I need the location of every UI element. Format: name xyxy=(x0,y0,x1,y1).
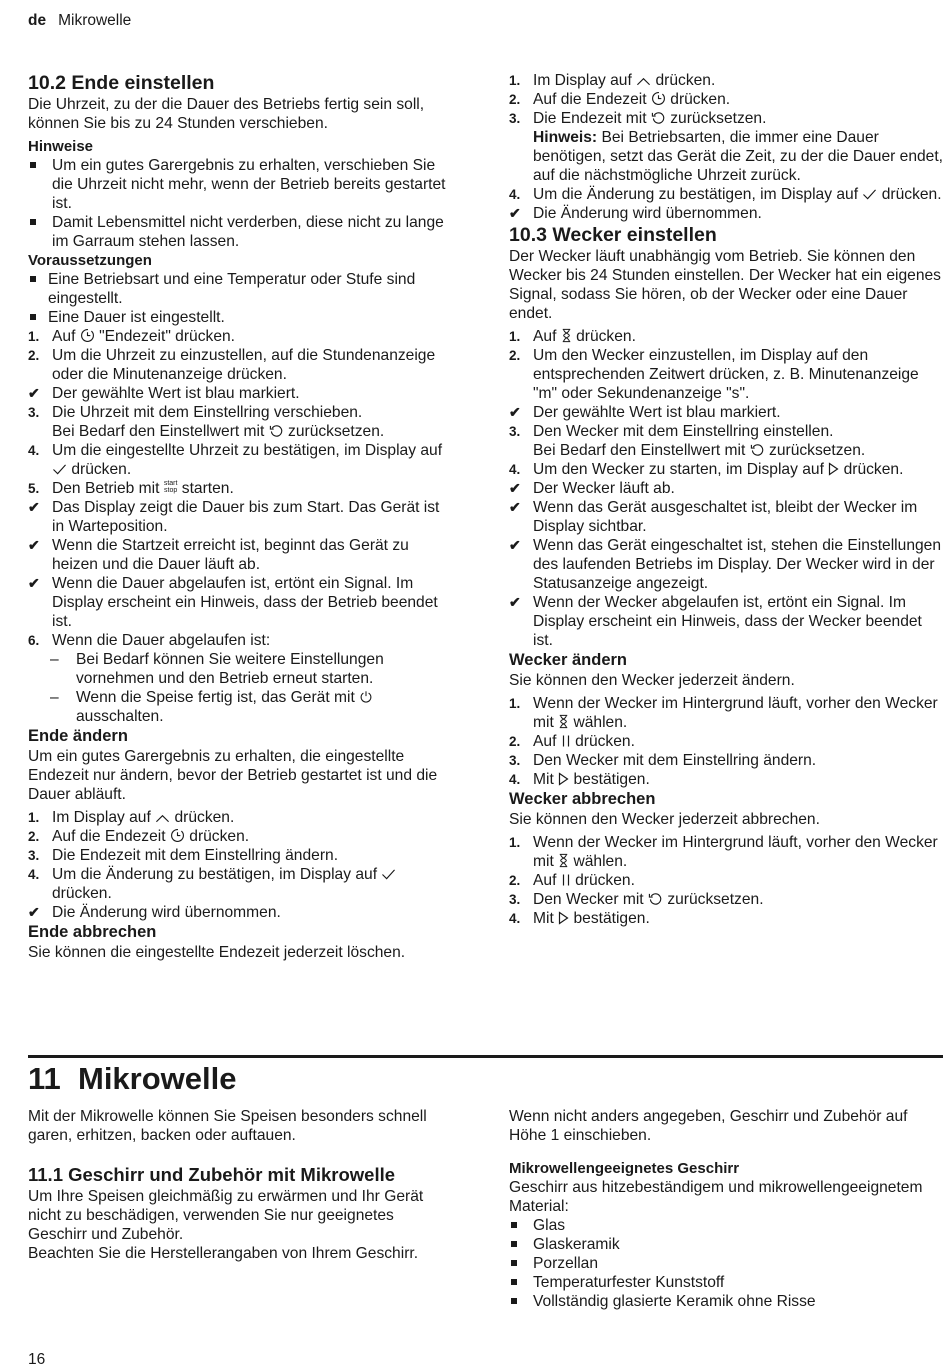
step-text: drücken. xyxy=(174,809,235,826)
step-number: 4. xyxy=(509,911,521,926)
list-item: Temperaturfester Kunststoff xyxy=(509,1273,943,1292)
page-header xyxy=(28,12,131,30)
step-text: drücken. xyxy=(670,91,731,108)
step-number: 3. xyxy=(28,405,40,420)
section-11-1-p1: Um Ihre Speisen gleichmäßig zu erwärmen und Ihr Gerät nicht zu beschädigen, verwenden Sie nur geeignetes Geschirr und Zubehör. xyxy=(28,1188,424,1243)
step-number: 2. xyxy=(509,92,521,107)
ende-abbrechen-steps xyxy=(509,71,943,128)
result-item xyxy=(28,384,453,403)
check-icon: ✔ xyxy=(28,499,40,515)
wecker-abbrechen-steps xyxy=(509,833,943,928)
start-label: start xyxy=(163,480,178,487)
hinweis-label: Hinweis: xyxy=(533,129,598,146)
ende-aendern-title: Ende ändern xyxy=(28,727,128,745)
result-item xyxy=(509,593,943,650)
clock-icon xyxy=(651,91,666,106)
step-item xyxy=(509,346,943,403)
step-text: "Endezeit" drücken. xyxy=(99,328,235,345)
step-item xyxy=(509,422,943,460)
step-text: Um den Wecker zu starten, im Display auf xyxy=(533,461,824,478)
step-text: Auf die Endezeit xyxy=(52,828,166,845)
step-text: Mit xyxy=(533,910,554,927)
chevron-up-icon xyxy=(155,813,170,824)
steps-10-3 xyxy=(509,327,943,403)
step-number: 1. xyxy=(28,329,40,344)
result-text: Wenn das Gerät eingeschaltet ist, stehen die Einstellungen des laufenden Betriebs im Display. Der Wecker wird in der Statusanzeige angezeigt. xyxy=(533,537,942,592)
step-text: drücken. xyxy=(575,733,635,750)
play-icon xyxy=(558,911,569,925)
step-text: wählen. xyxy=(573,714,628,731)
result-list xyxy=(509,403,943,422)
step-text: zurücksetzen. xyxy=(670,110,767,127)
result-list xyxy=(28,384,453,403)
list-item: Glaskeramik xyxy=(509,1235,943,1254)
step-item xyxy=(509,90,943,109)
pause-icon xyxy=(561,734,571,748)
check-icon: ✔ xyxy=(509,499,521,515)
step-text: drücken. xyxy=(655,72,716,89)
ende-aendern-intro: Um ein gutes Garergebnis zu erhalten, die eingestellte Endezeit nur ändern, bevor der Betrieb gestartet ist und die Dauer abläuft. xyxy=(28,748,438,803)
result-text: Die Änderung wird übernommen. xyxy=(533,205,762,222)
section-11-1-p2: Beachten Sie die Herstellerangaben von Ihrem Geschirr. xyxy=(28,1245,419,1262)
stop-label: stop xyxy=(164,487,178,494)
header-lang: de xyxy=(28,12,47,29)
step-text: Den Betrieb mit xyxy=(52,480,160,497)
clock-icon xyxy=(80,328,95,343)
result-item xyxy=(28,574,453,631)
step-number: 2. xyxy=(509,348,521,363)
section-10-3-intro: Der Wecker läuft unabhängig vom Betrieb. Sie können den Wecker bis 24 Stunden einstellen. Der Wecker hat ein eigenes Signal, sodass Sie hören, ob der Wecker oder eine Dauer endet. xyxy=(509,248,941,322)
list-item: Porzellan xyxy=(509,1254,943,1273)
result-list xyxy=(509,479,943,650)
step-item xyxy=(28,808,453,827)
step-text: Die Endezeit mit dem Einstellring ändern. xyxy=(52,847,339,864)
step-text: starten. xyxy=(181,480,234,497)
step-item xyxy=(509,460,943,479)
step-text: Um die eingestellte Uhrzeit zu bestätigen, im Display auf xyxy=(52,442,443,459)
result-text: Das Display zeigt die Dauer bis zum Start. Das Gerät ist in Warteposition. xyxy=(52,499,440,535)
step-text: Auf die Endezeit xyxy=(533,91,647,108)
chapter-11-left xyxy=(28,1107,453,1263)
step-item xyxy=(509,185,943,204)
step-item xyxy=(509,833,943,871)
dash-marker: – xyxy=(50,651,59,668)
step-text: Wenn der Wecker im Hintergrund läuft, vorher den Wecker mit xyxy=(533,834,938,870)
step-text: Um den Wecker einzustellen, im Display auf den entsprechenden Zeitwert drücken, z. B. Minutenanzeige "m" oder Sekundenanzeige "s". xyxy=(533,347,919,402)
step-number: 1. xyxy=(509,73,521,88)
step-item xyxy=(28,827,453,846)
step-item xyxy=(28,441,453,479)
left-column xyxy=(28,71,453,962)
check-icon: ✔ xyxy=(28,575,40,591)
step-item xyxy=(28,865,453,903)
check-icon: ✔ xyxy=(509,404,521,420)
result-item xyxy=(509,536,943,593)
step-number: 6. xyxy=(28,633,40,648)
chapter-divider xyxy=(28,1055,943,1058)
section-10-2-intro: Die Uhrzeit, zu der die Dauer des Betriebs fertig sein soll, können Sie bis zu 24 Stunden verschieben. xyxy=(28,96,425,132)
steps-cont xyxy=(509,185,943,204)
step-number: 4. xyxy=(28,867,40,882)
check-icon: ✔ xyxy=(28,904,40,920)
voraussetzungen-list xyxy=(28,270,453,327)
result-list xyxy=(28,903,453,922)
list-item: Vollständig glasierte Keramik ohne Risse xyxy=(509,1292,943,1311)
result-list xyxy=(509,204,943,223)
step-number: 1. xyxy=(509,329,521,344)
step-text: Um die Änderung zu bestätigen, im Display auf xyxy=(533,186,859,203)
step-text: Im Display auf xyxy=(52,809,151,826)
steps-10-2b xyxy=(28,403,453,498)
ende-abbrechen-title: Ende abbrechen xyxy=(28,923,157,941)
section-11-1-title: 11.1 Geschirr und Zubehör mit Mikrowelle xyxy=(28,1164,396,1185)
step-item xyxy=(509,890,943,909)
voraussetzungen-label: Voraussetzungen xyxy=(28,252,152,269)
reset-arrow-icon xyxy=(648,891,663,906)
step-item xyxy=(28,479,453,498)
step-number: 1. xyxy=(509,835,521,850)
section-10-3-title: 10.3 Wecker einstellen xyxy=(509,224,717,246)
wecker-abbrechen-title: Wecker abbrechen xyxy=(509,790,656,808)
dash-list xyxy=(28,650,453,726)
step-text: bestätigen. xyxy=(573,771,650,788)
check-icon: ✔ xyxy=(509,205,521,221)
materials-list xyxy=(509,1216,943,1311)
header-title: Mikrowelle xyxy=(58,12,132,29)
step-number: 4. xyxy=(509,462,521,477)
result-item xyxy=(509,204,943,223)
list-item: Eine Dauer ist eingestellt. xyxy=(28,308,453,327)
section-10-2-title: 10.2 Ende einstellen xyxy=(28,72,215,94)
step-text: Den Wecker mit xyxy=(533,891,644,908)
hinweise-list xyxy=(28,156,453,251)
hourglass-icon xyxy=(558,853,569,868)
step-number: 3. xyxy=(28,848,40,863)
step-text: Um die Änderung zu bestätigen, im Display auf xyxy=(52,866,378,883)
check-icon: ✔ xyxy=(509,480,521,496)
page-number: 16 xyxy=(28,1351,46,1368)
chevron-up-icon xyxy=(636,76,651,87)
result-item xyxy=(509,479,943,498)
step-number: 1. xyxy=(28,810,40,825)
list-item: Damit Lebensmittel nicht verderben, diese nicht zu lange im Garraum stehen lassen. xyxy=(28,213,453,251)
steps-10-3b xyxy=(509,422,943,479)
step-text: Im Display auf xyxy=(533,72,632,89)
right-column xyxy=(509,71,943,928)
step-text: Die Uhrzeit mit dem Einstellring verschieben. xyxy=(52,404,363,421)
step-text: zurücksetzen. xyxy=(769,442,866,459)
step-number: 5. xyxy=(28,481,40,496)
step-item xyxy=(28,327,453,346)
result-item xyxy=(509,403,943,422)
play-icon xyxy=(558,772,569,786)
result-text: Die Änderung wird übernommen. xyxy=(52,904,281,921)
step-text: drücken. xyxy=(881,186,942,203)
dash-marker: – xyxy=(50,689,59,706)
step-text: Die Endezeit mit xyxy=(533,110,647,127)
list-item: Glas xyxy=(509,1216,943,1235)
checkmark-icon xyxy=(52,463,67,476)
step-text: zurücksetzen. xyxy=(288,423,385,440)
result-item xyxy=(28,903,453,922)
reset-arrow-icon xyxy=(651,110,666,125)
step-item xyxy=(28,631,453,650)
start-stop-icon xyxy=(164,480,178,494)
step-text: drücken. xyxy=(189,828,250,845)
step-number: 1. xyxy=(509,696,521,711)
step-text: Mit xyxy=(533,771,554,788)
list-item: Eine Betriebsart und eine Temperatur oder Stufe sind eingestellt. xyxy=(28,270,453,308)
step-text: Auf xyxy=(533,872,557,889)
step-text: Um die Uhrzeit zu einzustellen, auf die Stundenanzeige oder die Minutenanzeige drücken. xyxy=(52,347,436,383)
step-text: drücken. xyxy=(576,328,636,345)
step-item xyxy=(509,71,943,90)
check-icon: ✔ xyxy=(28,537,40,553)
hinweis-note xyxy=(509,128,943,185)
step-text: Wenn die Dauer abgelaufen ist: xyxy=(52,632,271,649)
steps-10-2c xyxy=(28,631,453,650)
check-icon: ✔ xyxy=(509,594,521,610)
step-text: drücken. xyxy=(71,461,132,478)
ende-aendern-steps xyxy=(28,808,453,903)
result-text: Der gewählte Wert ist blau markiert. xyxy=(52,385,300,402)
chapter-11-right xyxy=(509,1107,943,1311)
step-number: 2. xyxy=(28,829,40,844)
result-text: Wenn das Gerät ausgeschaltet ist, bleibt der Wecker im Display sichtbar. xyxy=(533,499,918,535)
checkmark-icon xyxy=(862,188,877,201)
step-item xyxy=(509,871,943,890)
step-text: Bei Bedarf den Einstellwert mit xyxy=(52,423,265,440)
play-icon xyxy=(828,462,839,476)
step-number: 2. xyxy=(509,873,521,888)
step-item xyxy=(509,751,943,770)
wecker-abbrechen-intro: Sie können den Wecker jederzeit abbrechen. xyxy=(509,811,820,828)
result-text: Der Wecker läuft ab. xyxy=(533,480,675,497)
wecker-aendern-title: Wecker ändern xyxy=(509,651,627,669)
step-item xyxy=(509,770,943,789)
step-text: drücken. xyxy=(843,461,904,478)
step-text: Auf xyxy=(52,328,76,345)
step-number: 2. xyxy=(28,348,40,363)
result-text: Wenn die Startzeit erreicht ist, beginnt das Gerät zu heizen und die Dauer läuft ab. xyxy=(52,537,409,573)
chapter-11-title: 11 Mikrowelle xyxy=(28,1061,237,1096)
ende-abbrechen-intro: Sie können die eingestellte Endezeit jederzeit löschen. xyxy=(28,944,406,961)
hourglass-icon xyxy=(561,328,572,343)
step-text: Den Wecker mit dem Einstellring einstellen. xyxy=(533,423,834,440)
result-text: Der gewählte Wert ist blau markiert. xyxy=(533,404,781,421)
step-item xyxy=(509,109,943,128)
step-text: Den Wecker mit dem Einstellring ändern. xyxy=(533,752,817,769)
result-text: Wenn die Dauer abgelaufen ist, ertönt ein Signal. Im Display erscheint ein Hinweis, dass der Betrieb beendet ist. xyxy=(52,575,438,630)
step-number: 4. xyxy=(28,443,40,458)
wecker-aendern-steps xyxy=(509,694,943,789)
pause-icon xyxy=(561,873,571,887)
step-text: Wenn der Wecker im Hintergrund läuft, vorher den Wecker mit xyxy=(533,695,938,731)
result-item xyxy=(28,536,453,574)
hourglass-icon xyxy=(558,714,569,729)
dash-text: Bei Bedarf können Sie weitere Einstellungen vornehmen und den Betrieb erneut starten. xyxy=(76,651,384,687)
step-text: zurücksetzen. xyxy=(667,891,764,908)
step-text: wählen. xyxy=(573,853,628,870)
geschirr-intro: Geschirr aus hitzebeständigem und mikrowellengeeignetem Material: xyxy=(509,1179,923,1215)
step-text: drücken. xyxy=(52,885,112,902)
result-text: Wenn der Wecker abgelaufen ist, ertönt ein Signal. Im Display erscheint ein Hinweis, dass der Wecker beendet ist. xyxy=(533,594,922,649)
step-number: 4. xyxy=(509,772,521,787)
check-icon: ✔ xyxy=(509,537,521,553)
power-icon xyxy=(359,690,373,704)
list-item: Um ein gutes Garergebnis zu erhalten, verschieben Sie die Uhrzeit nicht mehr, wenn der Betrieb bereits gestartet ist. xyxy=(28,156,453,213)
step-number: 3. xyxy=(509,424,521,439)
step-number: 3. xyxy=(509,111,521,126)
geschirr-label: Mikrowellengeeignetes Geschirr xyxy=(509,1160,740,1177)
clock-icon xyxy=(170,828,185,843)
step-item xyxy=(509,694,943,732)
dash-item xyxy=(28,650,453,688)
hinweis-text: Bei Betriebsarten, die immer eine Dauer benötigen, setzt das Gerät die Zeit, zu der die Dauer endet, auf die nächstmögliche Uhrzeit zurück. xyxy=(533,129,944,184)
step-text: drücken. xyxy=(575,872,635,889)
hinweise-label: Hinweise xyxy=(28,138,94,155)
reset-arrow-icon xyxy=(269,423,284,438)
reset-arrow-icon xyxy=(750,442,765,457)
step-item xyxy=(509,327,943,346)
step-text: Auf xyxy=(533,328,557,345)
chapter-11-intro: Mit der Mikrowelle können Sie Speisen besonders schnell garen, erhitzen, backen oder auftauen. xyxy=(28,1108,427,1144)
step-text: Auf xyxy=(533,733,557,750)
result-list xyxy=(28,498,453,631)
check-icon: ✔ xyxy=(28,385,40,401)
result-item xyxy=(28,498,453,536)
step-item xyxy=(28,346,453,384)
step-number: 3. xyxy=(509,892,521,907)
step-item xyxy=(509,732,943,751)
dash-text: Wenn die Speise fertig ist, das Gerät mit xyxy=(76,689,355,706)
step-number: 2. xyxy=(509,734,521,749)
dash-item xyxy=(28,688,453,726)
step-item xyxy=(28,403,453,441)
hoehe-note: Wenn nicht anders angegeben, Geschirr und Zubehör auf Höhe 1 einschieben. xyxy=(509,1108,908,1144)
steps-10-2 xyxy=(28,327,453,384)
result-item xyxy=(509,498,943,536)
step-number: 3. xyxy=(509,753,521,768)
step-item xyxy=(509,909,943,928)
checkmark-icon xyxy=(381,868,396,881)
step-item xyxy=(28,846,453,865)
step-text: bestätigen. xyxy=(573,910,650,927)
wecker-aendern-intro: Sie können den Wecker jederzeit ändern. xyxy=(509,672,795,689)
dash-text: ausschalten. xyxy=(76,708,164,725)
step-text: Bei Bedarf den Einstellwert mit xyxy=(533,442,746,459)
step-number: 4. xyxy=(509,187,521,202)
